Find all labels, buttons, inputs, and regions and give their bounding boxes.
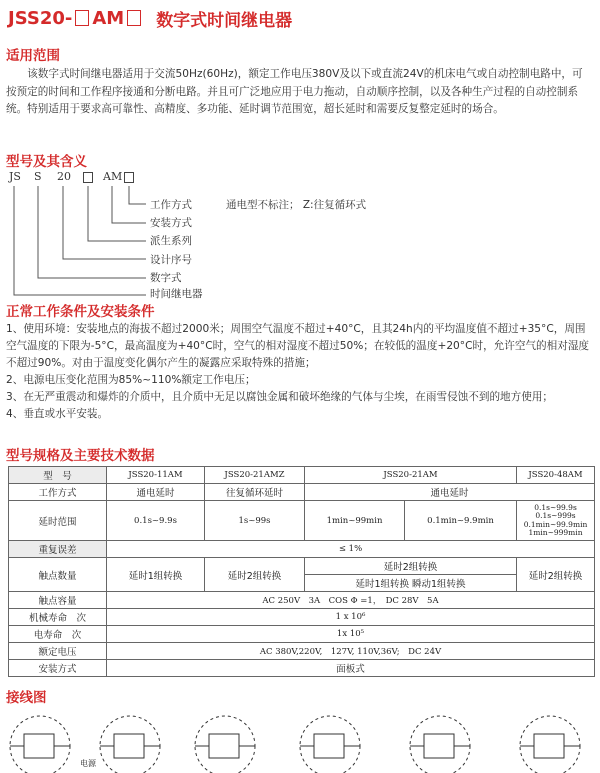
- wiring-diagrams: [0, 706, 600, 773]
- contact-cell: 延时2组转换: [205, 558, 305, 592]
- row-label-error: 重复误差: [9, 541, 107, 558]
- contact-cell: 延时1组转换: [107, 558, 205, 592]
- table-row: [9, 660, 595, 677]
- row-label-elec-life: 电寿命 次: [9, 626, 107, 643]
- row-label-model: 型 号: [9, 467, 107, 484]
- contact-cell: 延时1组转换 瞬动1组转换: [305, 575, 517, 592]
- condition-item: 2、电源电压变化范围为85%~110%额定工作电压；: [6, 374, 256, 386]
- model-cell: JSS20-48AM: [517, 467, 595, 484]
- range-cell: 1s~99s: [205, 501, 305, 541]
- condition-item: 4、垂直或水平安装。: [6, 408, 109, 420]
- title-prefix: JSS20-: [8, 7, 73, 29]
- condition-item: 3、在无严重震动和爆炸的介质中，且介质中无足以腐蚀金属和破坏绝缘的气体与尘埃，在雨雪侵蚀不到的地方使用；: [6, 391, 554, 403]
- row-label-mount: 安装方式: [9, 660, 107, 677]
- table-row: [9, 626, 595, 643]
- table-row: [9, 484, 595, 501]
- row-label-capacity: 触点容量: [9, 592, 107, 609]
- range-cell: 0.1s~9.9s: [107, 501, 205, 541]
- model-label-mount: 安装方式: [150, 217, 192, 229]
- socket-outline: [10, 716, 70, 773]
- range-cell-48: 0.1s~99.9s 0.1s~999s 0.1min~99.9min 1min~999min: [517, 501, 595, 541]
- code-js: JS: [9, 170, 21, 183]
- code-am: AM: [103, 170, 123, 183]
- table-row: [9, 541, 595, 558]
- row-label-mech-life: 机械寿命 次: [9, 609, 107, 626]
- scope-paragraph: 该数字式时间继电器适用于交流50Hz(60Hz)，额定工作电压380V及以下或直流24V的机床电气或自动控制电路中，可按预定的时间和工作程序接通和分断电路。并且可广泛地应用于电力拖动，自动顺序控制，以及各种生产过程的自动控制系统。特别适用于要求高可靠性、高精度、多功能、延时调节范围宽，超长延时和需要反复整定延时的场合。: [6, 68, 583, 115]
- mech-life-value: 1 x 10⁶: [107, 609, 595, 626]
- table-row: [9, 592, 595, 609]
- code-s: S: [34, 170, 42, 183]
- table-row: [9, 467, 595, 484]
- conditions-list: [6, 321, 592, 423]
- title-middle: AM: [92, 7, 125, 29]
- voltage-value: AC 380V,220V, 127V, 110V,36V; DC 24V: [107, 643, 595, 660]
- page-title: [8, 4, 292, 32]
- contact-cell: 延时2组转换: [517, 558, 595, 592]
- row-label-range: 延时范围: [9, 501, 107, 541]
- table-row: [9, 558, 595, 575]
- model-label-series: 派生系列: [150, 235, 192, 247]
- title-placeholder-box: [75, 10, 89, 26]
- capacity-value: AC 250V 3A COS Φ =1， DC 28V 5A: [107, 592, 595, 609]
- wiring-heading: 接线图: [6, 690, 47, 706]
- model-cell: JSS20-21AM: [305, 467, 517, 484]
- table-row: [9, 643, 595, 660]
- mount-value: 面板式: [107, 660, 595, 677]
- title-cn: 数字式时间继电器: [156, 10, 293, 31]
- conditions-heading: 正常工作条件及安装条件: [6, 304, 155, 320]
- spec-table: [8, 466, 595, 677]
- work-mode-cell: 通电延时: [305, 484, 595, 501]
- scope-heading: 适用范围: [6, 48, 60, 64]
- contact-cell: 延时2组转换: [305, 558, 517, 575]
- work-mode-cell: 往复循环延时: [205, 484, 305, 501]
- model-label-work-mode: 工作方式: [150, 199, 192, 211]
- model-code-diagram: [0, 168, 420, 298]
- error-value: ≤ 1%: [107, 541, 595, 558]
- range-cell: 1min~99min: [305, 501, 405, 541]
- model-label-relay: 时间继电器: [150, 288, 203, 300]
- row-label-contacts: 触点数量: [9, 558, 107, 592]
- row-label-work-mode: 工作方式: [9, 484, 107, 501]
- model-heading: 型号及其含义: [6, 154, 87, 170]
- condition-item: 1、使用环境：安装地点的海拔不超过2000米；周围空气温度不超过+40°C，且其24h内的平均温度值不超过+35°C，周围空气温度的下限为-5°C，最高温度为+40°C时，空气的相对湿度不超过50%；在较低的温度+20°C时，允许空气的相对湿度不超过90%。对由于温度变化偶尔产生的凝露应采取特殊的措施；: [6, 323, 590, 369]
- table-row: [9, 609, 595, 626]
- model-cell: JSS20-11AM: [107, 467, 205, 484]
- model-label-design: 设计序号: [150, 254, 192, 266]
- row-label-voltage: 额定电压: [9, 643, 107, 660]
- power-label: 电源: [80, 759, 96, 768]
- model-cell: JSS20-21AMZ: [205, 467, 305, 484]
- specs-heading: 型号规格及主要技术数据: [6, 448, 155, 464]
- work-mode-cell: 通电延时: [107, 484, 205, 501]
- code-20: 20: [57, 170, 71, 183]
- model-leader-lines: [0, 168, 160, 298]
- elec-life-value: 1x 10⁵: [107, 626, 595, 643]
- table-row: [9, 501, 595, 541]
- range-cell: 0.1min~9.9min: [405, 501, 517, 541]
- model-work-mode-note: 通电型不标注； Z:往复循环式: [226, 199, 367, 211]
- title-placeholder-box: [127, 10, 141, 26]
- model-label-digital: 数字式: [150, 272, 182, 284]
